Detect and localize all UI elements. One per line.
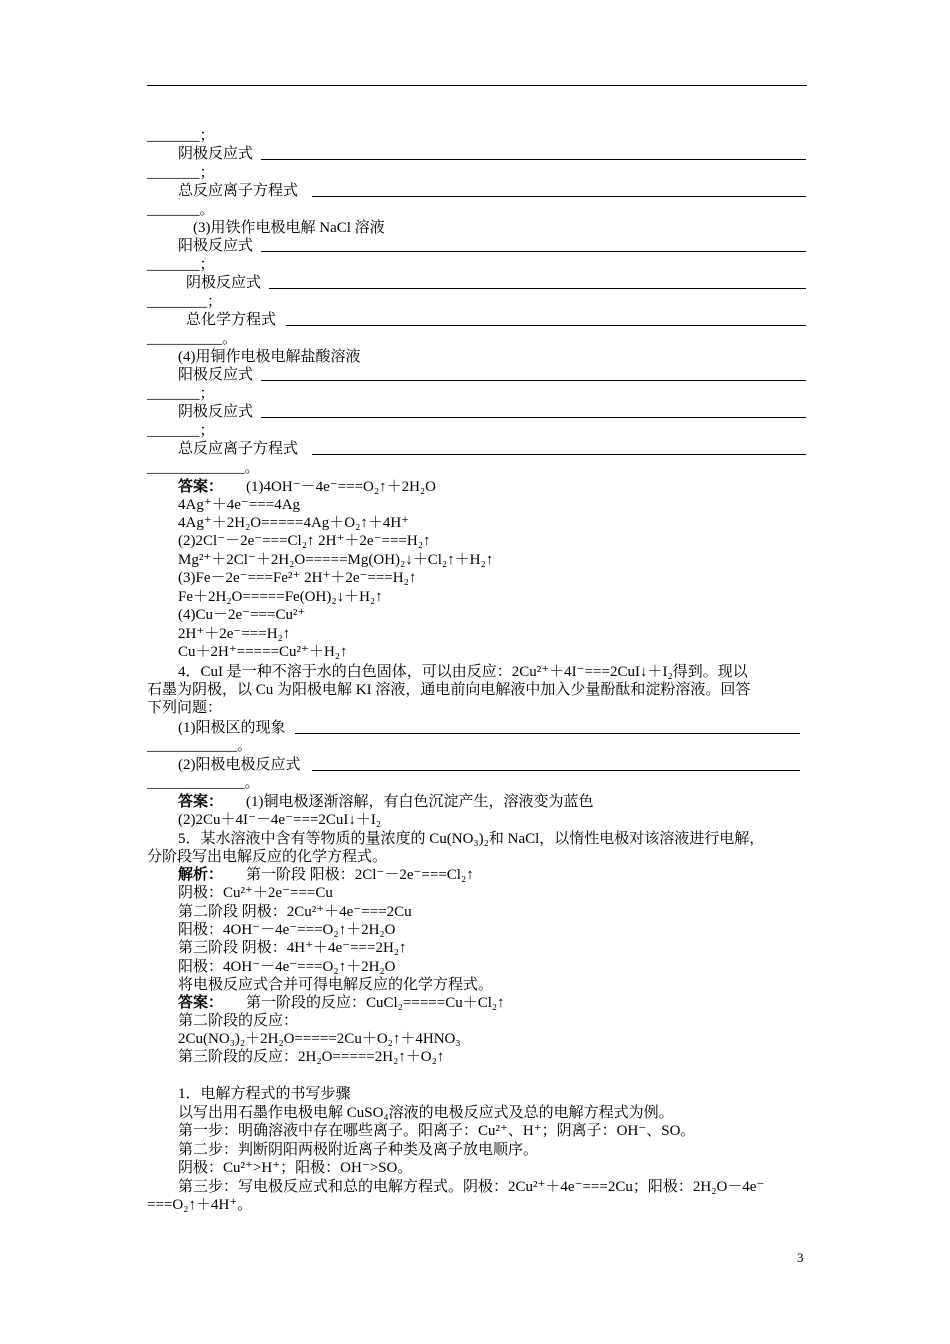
answer-line: 第一阶段的反应：CuCl₂=====Cu＋Cl₂↑ bbox=[246, 995, 505, 1011]
analysis-line: 阳极：4OH⁻－4e⁻===O₂↑＋2H₂O bbox=[178, 959, 396, 975]
answer-label: 答案： bbox=[178, 479, 224, 495]
answer-label: 答案： bbox=[178, 995, 224, 1011]
blank-line: _______。 bbox=[147, 202, 215, 218]
answer-line: Cu＋2H⁺=====Cu²⁺＋H₂↑ bbox=[178, 644, 348, 660]
answer-blank[interactable] bbox=[312, 770, 800, 771]
summary-line: ===O₂↑＋4H⁺。 bbox=[147, 1197, 253, 1213]
answer-line: (2)2Cu＋4I⁻－4e⁻===2CuI↓＋I₂ bbox=[178, 812, 382, 828]
summary-line: 以写出用石墨作电极电解 CuSO₄溶液的电极反应式及总的电解方程式为例。 bbox=[178, 1105, 674, 1121]
subquestion-4: (4)用铜作电极电解盐酸溶液 bbox=[178, 349, 361, 365]
answer-line: 第二阶段的反应： bbox=[178, 1013, 299, 1029]
answer-line: 第三阶段的反应：2H₂O=====2H₂↑＋O₂↑ bbox=[178, 1049, 445, 1065]
answer-line: 2Cu(NO₃)₂＋2H₂O=====2Cu＋O₂↑＋4HNO₃ bbox=[178, 1031, 461, 1047]
blank-line: _______； bbox=[147, 423, 215, 439]
cathode-label: 阴极反应式 bbox=[178, 404, 254, 420]
cathode-label: 阴极反应式 bbox=[186, 275, 262, 291]
answer-line: (1)4OH⁻－4e⁻===O₂↑＋2H₂O bbox=[246, 479, 436, 495]
summary-line: 第三步：写电极反应式和总的电解方程式。阴极：2Cu²⁺＋4e⁻===2Cu；阳极：2H₂O－4e⁻ bbox=[178, 1179, 765, 1195]
analysis-line: 第三阶段 阴极：4H⁺＋4e⁻===2H₂↑ bbox=[178, 940, 407, 956]
header-rule bbox=[147, 85, 807, 86]
blank-line: _____________。 bbox=[147, 460, 260, 476]
blank-line: _______； bbox=[147, 165, 215, 181]
analysis-line: 第一阶段 阳极：2Cl⁻－2e⁻===Cl₂↑ bbox=[246, 867, 474, 883]
analysis-line: 第二阶段 阴极：2Cu²⁺＋4e⁻===2Cu bbox=[178, 904, 412, 920]
answer-blank[interactable] bbox=[269, 288, 806, 289]
total-ionic-label: 总反应离子方程式 bbox=[178, 441, 299, 457]
summary-line: 第二步：判断阴阳两极附近离子种类及离子放电顺序。 bbox=[178, 1142, 539, 1158]
answer-line: 4Ag⁺＋4e⁻===4Ag bbox=[178, 497, 301, 513]
answer-line: 2H⁺＋2e⁻===H₂↑ bbox=[178, 626, 291, 642]
question-text: 5．某水溶液中含有等物质的量浓度的 Cu(NO₃)₂和 NaCl，以惰性电极对该溶液进行电解， bbox=[178, 831, 765, 847]
blank-line: _____________。 bbox=[147, 775, 260, 791]
answer-line: (1)铜电极逐渐溶解，有白色沉淀产生，溶液变为蓝色 bbox=[246, 794, 594, 810]
question-text: 4．CuI 是一种不溶于水的白色固体，可以由反应：2Cu²⁺＋4I⁻===2CuI↓＋I₂得到。现以 bbox=[178, 664, 748, 680]
question-text: 分阶段写出电解反应的化学方程式。 bbox=[147, 849, 388, 865]
total-ionic-label: 总反应离子方程式 bbox=[178, 183, 299, 199]
question-text: 下列问题： bbox=[147, 700, 223, 716]
answer-blank[interactable] bbox=[261, 380, 806, 381]
answer-line: (2)2Cl⁻－2e⁻===Cl₂↑ 2H⁺＋2e⁻===H₂↑ bbox=[178, 533, 431, 549]
answer-blank[interactable] bbox=[261, 417, 806, 418]
answer-line: Fe＋2H₂O=====Fe(OH)₂↓＋H₂↑ bbox=[178, 589, 383, 605]
summary-title: 1．电解方程式的书写步骤 bbox=[178, 1086, 351, 1102]
analysis-line: 将电极反应式合并可得电解反应的化学方程式。 bbox=[178, 977, 494, 993]
answer-label: 答案： bbox=[178, 794, 224, 810]
cathode-label: 阴极反应式 bbox=[178, 146, 254, 162]
blank-line: ____________。 bbox=[147, 738, 253, 754]
subquestion-3: (3)用铁作电极电解 NaCl 溶液 bbox=[193, 220, 385, 236]
subquestion-label: (1)阳极区的现象 bbox=[178, 720, 286, 736]
answer-blank[interactable] bbox=[261, 251, 806, 252]
answer-line: 4Ag⁺＋2H₂O=====4Ag＋O₂↑＋4H⁺ bbox=[178, 515, 410, 531]
anode-label: 阳极反应式 bbox=[178, 367, 254, 383]
answer-line: (3)Fe－2e⁻===Fe²⁺ 2H⁺＋2e⁻===H₂↑ bbox=[178, 570, 417, 586]
answer-blank[interactable] bbox=[312, 454, 806, 455]
page-number: 3 bbox=[797, 1250, 804, 1265]
total-chem-label: 总化学方程式 bbox=[186, 312, 277, 328]
summary-line: 第一步：明确溶液中存在哪些离子。阳离子：Cu²⁺、H⁺；阴离子：OH⁻、SO。 bbox=[178, 1123, 696, 1139]
blank-line: _______； bbox=[147, 128, 215, 144]
anode-label: 阳极反应式 bbox=[178, 238, 254, 254]
answer-line: Mg²⁺＋2Cl⁻＋2H₂O=====Mg(OH)₂↓＋Cl₂↑＋H₂↑ bbox=[178, 552, 494, 568]
summary-line: 阴极：Cu²⁺>H⁺；阳极：OH⁻>SO。 bbox=[178, 1160, 413, 1176]
answer-line: (4)Cu－2e⁻===Cu²⁺ bbox=[178, 607, 306, 623]
answer-blank[interactable] bbox=[295, 733, 800, 734]
blank-line: _______； bbox=[147, 386, 215, 402]
blank-line: _______； bbox=[147, 257, 215, 273]
answer-blank[interactable] bbox=[312, 196, 806, 197]
analysis-label: 解析： bbox=[178, 867, 224, 883]
analysis-line: 阴极：Cu²⁺＋2e⁻===Cu bbox=[178, 885, 333, 901]
blank-line: ________； bbox=[147, 294, 223, 310]
blank-line: __________。 bbox=[147, 331, 238, 347]
question-text: 石墨为阴极，以 Cu 为阳极电解 KI 溶液，通电前向电解液中加入少量酚酞和淀粉溶液。回答 bbox=[147, 682, 751, 698]
answer-blank[interactable] bbox=[261, 159, 806, 160]
analysis-line: 阳极：4OH⁻－4e⁻===O₂↑＋2H₂O bbox=[178, 922, 396, 938]
answer-blank[interactable] bbox=[286, 325, 806, 326]
subquestion-label: (2)阳极电极反应式 bbox=[178, 757, 301, 773]
